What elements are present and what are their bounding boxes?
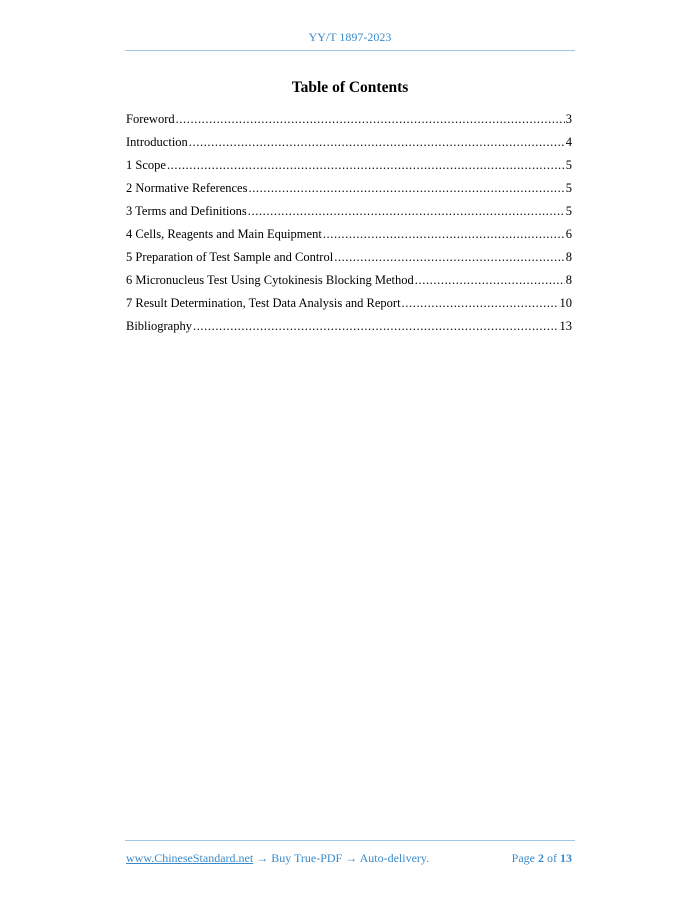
of-word: of: [547, 851, 557, 865]
toc-entry-page: 10: [559, 296, 572, 310]
footer-promo: [126, 851, 429, 866]
buy-pdf-text: Buy True-PDF: [271, 851, 343, 865]
toc-entry-preparation[interactable]: [126, 250, 572, 273]
toc-entry-label: 3 Terms and Definitions: [126, 204, 247, 218]
page-indicator: [512, 851, 572, 866]
page-word: Page: [511, 851, 535, 865]
toc-entry-scope[interactable]: [126, 158, 572, 181]
toc-entry-page: 5: [565, 204, 572, 218]
right-arrow-icon: →: [256, 851, 269, 865]
toc-dot-leader: [323, 227, 565, 242]
toc-dot-leader: [167, 158, 565, 173]
toc-entry-normative-references[interactable]: [126, 181, 572, 204]
toc-entry-page: 6: [565, 227, 572, 241]
toc-entry-label: 4 Cells, Reagents and Main Equipment: [126, 227, 322, 241]
toc-dot-leader: [248, 204, 565, 219]
right-arrow-icon: →: [345, 851, 358, 865]
footer-divider: [125, 840, 575, 841]
page-header: YY/T 1897-2023: [308, 30, 392, 44]
toc-entry-foreword[interactable]: [126, 112, 572, 135]
table-of-contents: [126, 112, 572, 342]
toc-dot-leader: [415, 273, 565, 288]
toc-entry-introduction[interactable]: [126, 135, 572, 158]
toc-entry-label: 7 Result Determination, Test Data Analysis and Report: [126, 296, 401, 310]
toc-dot-leader: [176, 112, 565, 127]
toc-entry-bibliography[interactable]: [126, 319, 572, 342]
site-link[interactable]: www.ChineseStandard.net: [126, 851, 254, 865]
toc-entry-micronucleus-test[interactable]: [126, 273, 572, 296]
toc-dot-leader: [193, 319, 559, 334]
auto-delivery-text: Auto-delivery.: [359, 851, 430, 865]
toc-entry-page: 5: [565, 158, 572, 172]
toc-entry-label: 6 Micronucleus Test Using Cytokinesis Blocking Method: [126, 273, 414, 287]
toc-entry-page: 8: [565, 250, 572, 264]
toc-entry-cells-reagents[interactable]: [126, 227, 572, 250]
header-divider: [125, 50, 575, 51]
total-pages-number: 13: [560, 851, 572, 865]
toc-entry-label: 5 Preparation of Test Sample and Control: [126, 250, 334, 264]
toc-dot-leader: [334, 250, 565, 265]
toc-dot-leader: [248, 181, 564, 196]
toc-entry-label: Bibliography: [126, 319, 192, 333]
toc-entry-result-determination[interactable]: [126, 296, 572, 319]
toc-title: Table of Contents: [291, 79, 409, 96]
current-page-number: 2: [538, 851, 544, 865]
toc-entry-label: Introduction: [126, 135, 188, 149]
toc-entry-label: 2 Normative References: [126, 181, 248, 195]
toc-entry-page: 4: [565, 135, 572, 149]
toc-entry-terms-definitions[interactable]: [126, 204, 572, 227]
toc-entry-label: 1 Scope: [126, 158, 166, 172]
toc-dot-leader: [402, 296, 559, 311]
toc-entry-page: 13: [559, 319, 572, 333]
toc-entry-page: 8: [565, 273, 572, 287]
toc-entry-page: 3: [565, 112, 572, 126]
toc-entry-page: 5: [565, 181, 572, 195]
toc-entry-label: Foreword: [126, 112, 175, 126]
toc-dot-leader: [189, 135, 565, 150]
